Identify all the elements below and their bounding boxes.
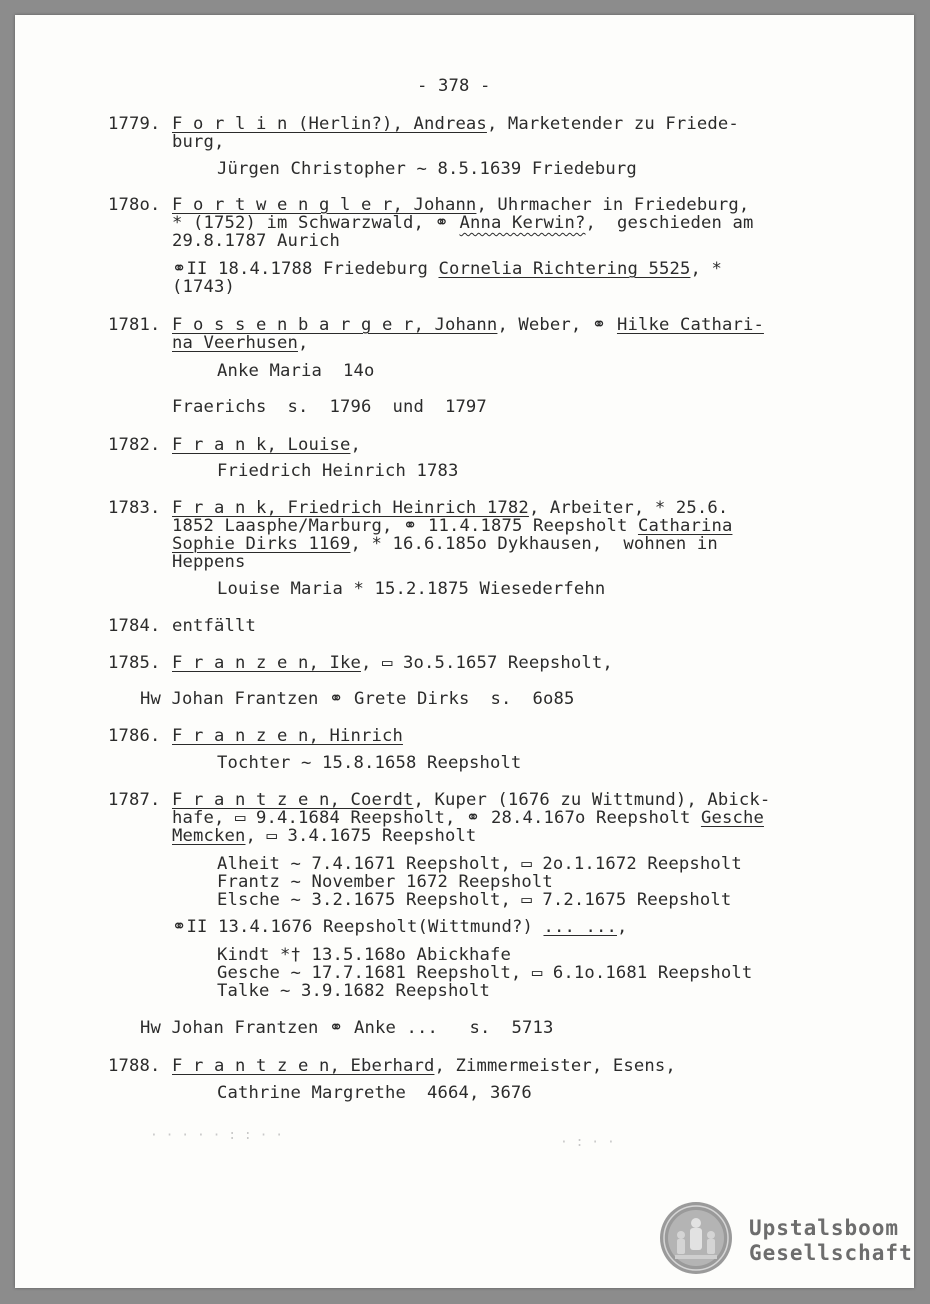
entry-line: Memcken, ▭ 3.4.1675 Reepsholt	[172, 826, 477, 846]
spouse-name: Memcken	[172, 826, 246, 846]
entry-line: * (1752) im Schwarzwald, ⚭ Anna Kerwin?, geschieden am	[172, 213, 754, 233]
child-line: Alheit ~ 7.4.1671 Reepsholt, ▭ 2o.1.1672 Reepsholt	[217, 854, 742, 874]
entry-line: hafe, ▭ 9.4.1684 Reepsholt, ⚭ 28.4.167o Reepsholt Gesche	[172, 808, 764, 828]
entry-number: 1781.	[108, 315, 161, 335]
entry-line: entfällt	[172, 616, 256, 636]
entry-line: F r a n t z e n, Coerdt, Kuper (1676 zu Wittmund), Abick-	[172, 790, 771, 810]
entry-line: 29.8.1787 Aurich	[172, 231, 340, 251]
document-page	[15, 15, 914, 1288]
spouse-name: Catharina	[637, 516, 733, 536]
surname-underlined: F r a n z e n, Hinrich	[172, 726, 403, 746]
hw-line: Hw Johan Frantzen ⚭ Grete Dirks s. 6o85	[140, 689, 575, 709]
child-line: Elsche ~ 3.2.1675 Reepsholt, ▭ 7.2.1675 Reepsholt	[217, 890, 732, 910]
entry-number: 1783.	[108, 498, 161, 518]
marriage-line: (1743)	[172, 277, 235, 297]
child-line: Frantz ~ November 1672 Reepsholt	[217, 872, 553, 892]
entry-line: F r a n z e n, Ike, ▭ 3o.5.1657 Reepsholt,	[172, 653, 613, 673]
entry-number: 1782.	[108, 435, 161, 455]
page-number: - 378 -	[417, 76, 491, 96]
child-line: Cathrine Margrethe 4664, 3676	[217, 1083, 532, 1103]
entry-number: 1786.	[108, 726, 161, 746]
entry-line: F r a n k, Friedrich Heinrich 1782, Arbeiter, * 25.6.	[172, 498, 729, 518]
note-line: Fraerichs s. 1796 und 1797	[172, 397, 487, 417]
child-line: Gesche ~ 17.7.1681 Reepsholt, ▭ 6.1o.1681 Reepsholt	[217, 963, 753, 983]
bleed-through-mark: · : · ·	[560, 1135, 615, 1150]
child-line: Talke ~ 3.9.1682 Reepsholt	[217, 981, 490, 1001]
logo-text-line1: Upstalsboom	[749, 1216, 900, 1240]
entry-line: F r a n k, Louise,	[172, 435, 361, 455]
surname-underlined: F o r t w e n g l e r, Johann	[172, 195, 477, 215]
entry-line: F r a n t z e n, Eberhard, Zimmermeister, Esens,	[172, 1056, 676, 1076]
entry-number: 1787.	[108, 790, 161, 810]
entry-line: F o r l i n (Herlin?), Andreas, Marketender zu Friede-	[172, 114, 739, 134]
logo-text-line2: Gesellschaft	[749, 1241, 913, 1265]
hw-line: Hw Johan Frantzen ⚭ Anke ... s. 5713	[140, 1018, 554, 1038]
surname-underlined: F r a n z e n, Ike	[172, 653, 361, 673]
child-line: Tochter ~ 15.8.1658 Reepsholt	[217, 753, 522, 773]
spouse-name: Hilke Cathari-	[616, 315, 764, 335]
child-line: Jürgen Christopher ~ 8.5.1639 Friedeburg	[217, 159, 637, 179]
surname-underlined: F r a n t z e n, Coerdt	[172, 790, 414, 810]
entry-line: 1852 Laasphe/Marburg, ⚭ 11.4.1875 Reepsholt Catharina	[172, 516, 733, 536]
marriage-line: ⚭II 18.4.1788 Friedeburg Cornelia Richtering 5525, *	[172, 259, 722, 279]
spouse-name: Anna Kerwin?	[459, 213, 586, 233]
spouse-name: ... ...	[543, 917, 617, 937]
spouse-name: Cornelia Richtering 5525	[438, 259, 691, 279]
surname-underlined: F o r l i n (Herlin?), Andreas	[172, 114, 487, 134]
entry-line: Sophie Dirks 1169, * 16.6.185o Dykhausen, wohnen in	[172, 534, 718, 554]
entry-line: F o s s e n b a r g e r, Johann, Weber, ⚭ Hilke Cathari-	[172, 315, 764, 335]
entry-line: burg,	[172, 132, 225, 152]
entry-number: 1784.	[108, 616, 161, 636]
entry-number: 1785.	[108, 653, 161, 673]
entry-line: F o r t w e n g l e r, Johann, Uhrmacher in Friedeburg,	[172, 195, 750, 215]
entry-number: 1788.	[108, 1056, 161, 1076]
marriage-line: ⚭II 13.4.1676 Reepsholt(Wittmund?) ... ...,	[172, 917, 628, 937]
child-line: Louise Maria * 15.2.1875 Wiesederfehn	[217, 579, 606, 599]
entry-number: 178o.	[108, 195, 161, 215]
spouse-name: na Veerhusen	[172, 333, 298, 353]
child-line: Friedrich Heinrich 1783	[217, 461, 459, 481]
entry-line: Heppens	[172, 552, 246, 572]
entry-line: na Veerhusen,	[172, 333, 309, 353]
child-line: Anke Maria 14o	[217, 361, 375, 381]
spouse-name: Gesche	[700, 808, 764, 828]
entry-number: 1779.	[108, 114, 161, 134]
child-line: Kindt *† 13.5.168o Abickhafe	[217, 945, 511, 965]
surname-underlined: F r a n t z e n, Eberhard	[172, 1056, 435, 1076]
spouse-name: Sophie Dirks 1169	[172, 534, 351, 554]
surname-underlined: F r a n k, Louise	[172, 435, 351, 455]
surname-underlined: F r a n k, Friedrich Heinrich 1782	[172, 498, 529, 518]
bleed-through-mark: · · · · · : : · ·	[150, 1128, 284, 1143]
surname-underlined: F o s s e n b a r g e r, Johann	[172, 315, 498, 335]
